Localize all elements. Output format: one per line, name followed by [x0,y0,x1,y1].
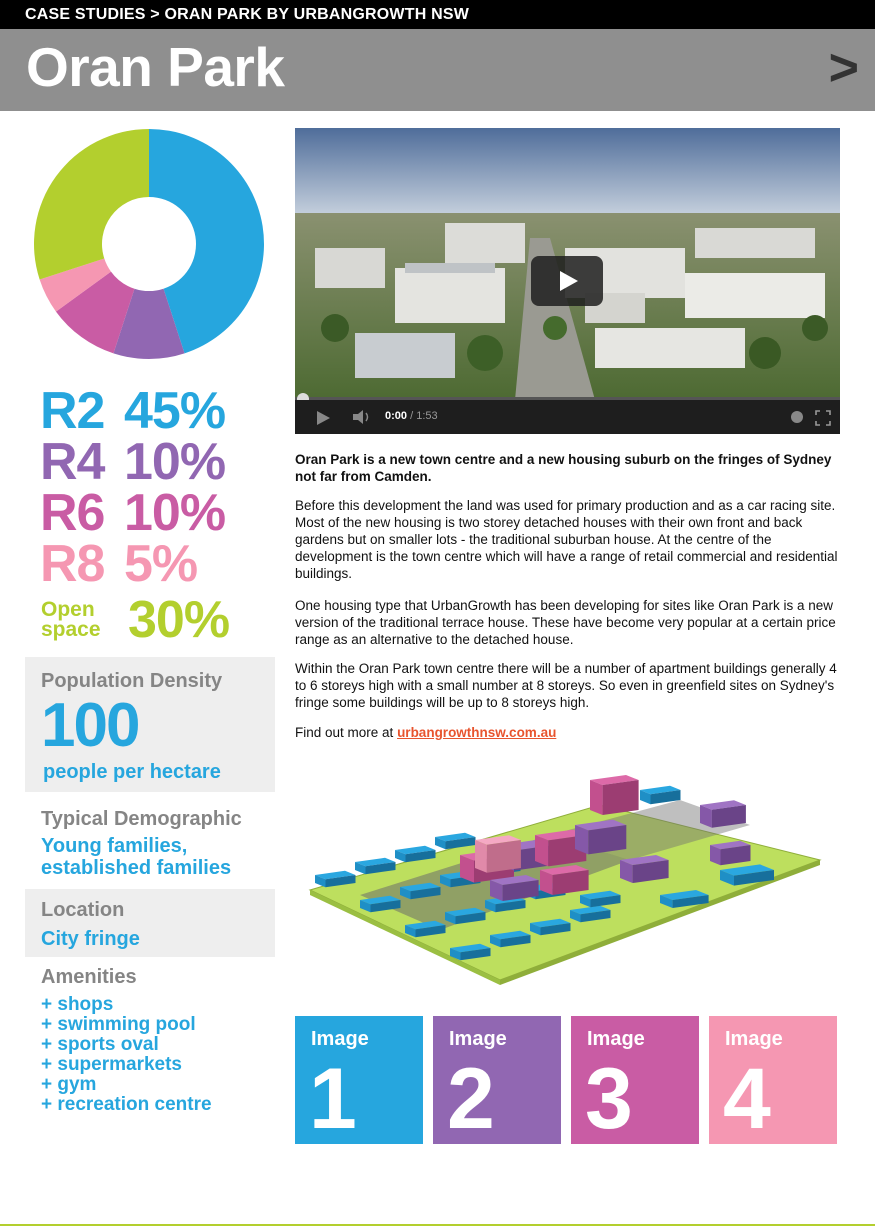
image-tile-label: Image [449,1028,507,1050]
stat-r6-pct: 10% [124,484,226,542]
amenity-item: + supermarkets [41,1055,275,1075]
video-time [385,410,438,422]
location-value: City fringe [41,928,140,950]
breadcrumb[interactable]: CASE STUDIES > ORAN PARK BY URBANGROWTH NSW [0,0,875,29]
image-tile-number: 4 [723,1051,771,1147]
donut-slice-open-space [34,129,149,280]
zoning-donut-chart [33,128,265,360]
building-mid [700,800,746,828]
stat-open-space-pct: 30% [128,591,230,649]
image-tile-number: 2 [447,1051,495,1147]
site-massing-illustration [300,765,830,985]
population-density-value: 100 [41,691,139,760]
article-paragraph-3: Within the Oran Park town centre there will be a number of apartment buildings generally 4 to 6 storeys high with a small number at 8 storeys. So even in greenfield sites on Sydney's fringe some buildings will be up to 8 storeys high. [295,661,837,710]
stat-r4-pct: 10% [124,433,226,491]
amenity-item: + gym [41,1075,275,1095]
building-mid [640,786,681,804]
building-mid [620,855,669,883]
stat-r2-key: R2 [40,382,105,440]
article-paragraph-2: One housing type that UrbanGrowth has been developing for sites like Oran Park is a new version of the traditional terrace house. These have become very popular at a certain price range as an alternative to the detached house. [295,598,836,647]
amenity-item: + sports oval [41,1035,275,1055]
location-panel [25,889,275,957]
stat-r2 [40,382,226,440]
image-tile-3[interactable] [571,1016,699,1147]
page-title: Oran Park [26,36,285,98]
title-bar [0,29,875,111]
demographic-line2: established families [41,857,232,879]
amenities-panel [25,966,275,1115]
population-density-panel [25,657,275,792]
current-time: 0:00 [385,410,408,422]
building-mid [540,865,589,895]
image-tile-1[interactable] [295,1016,423,1147]
amenities-list [41,995,275,1115]
image-tile-label: Image [311,1028,369,1050]
stat-r2-pct: 45% [124,382,226,440]
building-mid [710,841,751,865]
demographic-panel [25,808,275,879]
image-tile-label: Image [725,1028,783,1050]
fullscreen-icon[interactable] [815,410,831,426]
stat-r4-key: R4 [40,433,105,491]
population-density-title: Population Density [41,670,223,692]
image-tile-number: 1 [309,1051,357,1147]
stat-r8-key: R8 [40,535,105,593]
image-tile-4[interactable] [709,1016,837,1147]
stat-open-space-label [41,600,101,640]
find-out-more-prefix: Find out more at [295,725,398,740]
image-tile-label: Image [587,1028,645,1050]
image-tile-2[interactable] [433,1016,561,1147]
open-line2: space [41,618,101,641]
amenity-item: + shops [41,995,275,1015]
population-density-unit: people per hectare [43,761,221,783]
footer-divider [0,1224,875,1226]
amenity-item: + recreation centre [41,1095,275,1115]
image-tile-number: 3 [585,1051,633,1147]
volume-icon[interactable] [353,409,373,425]
play-button[interactable] [531,256,603,306]
demographic-title: Typical Demographic [41,808,242,830]
demographic-line1: Young families, [41,835,188,857]
next-page-button[interactable]: > [828,39,859,97]
stat-r6-key: R6 [40,484,105,542]
video-controls [295,400,840,434]
amenities-title: Amenities [41,966,137,988]
building-mid [590,775,639,815]
duration: / 1:53 [410,410,438,422]
amenity-item: + swimming pool [41,1015,275,1035]
urbangrowth-link[interactable]: urbangrowthnsw.com.au [397,725,557,740]
clock-icon[interactable] [791,411,803,423]
stat-r8 [40,535,198,593]
stat-r4 [40,433,226,491]
building-mid [475,835,521,873]
video-player[interactable] [295,128,840,434]
stat-r8-pct: 5% [124,535,198,593]
play-icon[interactable] [317,411,330,425]
article-lead: Oran Park is a new town centre and a new housing suburb on the fringes of Sydney not far from Camden. [295,452,832,484]
article-paragraph-1: Before this development the land was used for primary production and as a car racing site. Most of the new housing is two storey detached houses with their own front and back gardens but on smaller lots - the traditional suburban house. At the centre of the development is the town centre which will have a range of retail commercial and residential buildings. [295,498,838,581]
find-out-more [295,724,840,741]
location-title: Location [41,899,125,921]
building-mid [575,820,626,855]
open-line1: Open [41,598,95,621]
stat-r6 [40,484,226,542]
